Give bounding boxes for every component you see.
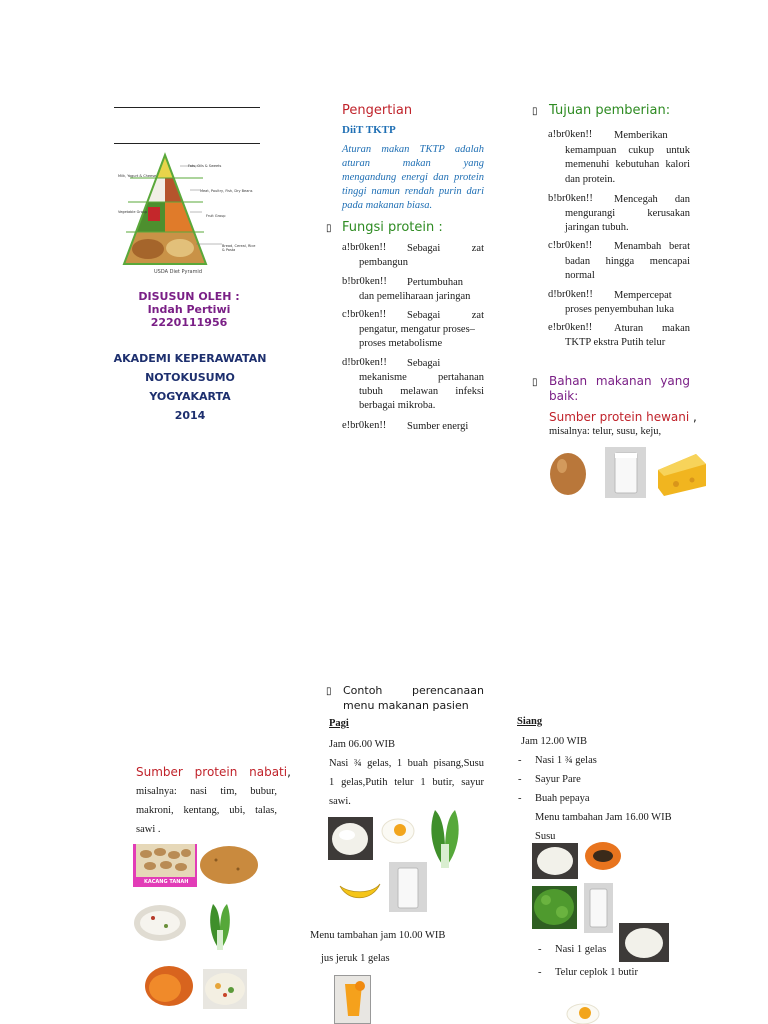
dash: -	[518, 793, 522, 804]
siang-item: Buah pepaya	[535, 793, 590, 804]
siang-item: Nasi 1 ¾ gelas	[535, 755, 597, 766]
pengertian-line: aturan makan yang	[342, 158, 484, 169]
tujuan-item-text: normal	[565, 270, 595, 281]
fungsi-item-text: dan pemeliharaan jaringan	[359, 291, 471, 302]
pengertian-line: pada makanan biasa.	[342, 200, 433, 211]
malam-item: Telur ceplok 1 butir	[555, 967, 638, 978]
hewani-heading	[549, 408, 697, 426]
dash: -	[538, 967, 542, 978]
fungsi-item-text: Sumber energi	[407, 421, 469, 432]
tambahan-pagi: Menu tambahan jam 10.00 WIB	[310, 930, 446, 941]
name-line-1	[114, 107, 260, 108]
fungsi-item-text: Sebagai	[407, 358, 441, 369]
tujuan-item-text: Mencegah dan	[614, 194, 690, 205]
dash: -	[518, 755, 522, 766]
siang-label: Siang	[517, 716, 543, 727]
fungsi-item-text: berbagai mikroba.	[359, 400, 436, 411]
nabati-line: makroni, kentang, ubi, talas,	[136, 805, 277, 816]
pengertian-line: Aturan makan TKTP adalah	[342, 144, 484, 155]
orange-juice-image	[334, 975, 371, 1024]
student-number: 2220111956	[150, 316, 228, 329]
contoh-bullet: ▯	[326, 686, 332, 697]
porridge-image	[133, 903, 187, 943]
fungsi-item-text: Sebagai zat	[407, 243, 484, 254]
tujuan-item-text: dan protein.	[565, 174, 616, 185]
tujuan-item-label: a!br0ken!!	[548, 129, 593, 140]
fungsi-item-label: b!br0ken!!	[342, 276, 387, 287]
fungsi-item-label: e!br0ken!!	[342, 420, 387, 431]
institution-line-1: AKADEMI KEPERAWATAN	[113, 352, 267, 365]
nabati-line: misalnya: nasi tim, bubur,	[136, 786, 277, 797]
fungsi-item-text: pengatur, mengatur proses–	[359, 324, 475, 335]
jus-jeruk: jus jeruk 1 gelas	[321, 953, 390, 964]
fried-egg-image	[381, 817, 416, 845]
fungsi-item-text: tubuh melawan infeksi	[359, 386, 484, 397]
tujuan-item-text: jaringan tubuh.	[565, 222, 629, 233]
fungsi-item-text: Sebagai zat	[407, 310, 484, 321]
contoh-heading-line-1: Contoh perencanaan	[343, 684, 484, 697]
milk-glass-image-3	[584, 883, 613, 933]
potato-image	[198, 843, 260, 887]
dash: -	[518, 774, 522, 785]
vegetable-soup-image	[203, 969, 247, 1009]
food-pyramid-image	[118, 152, 258, 285]
cheese-image	[656, 450, 708, 498]
pyramid-note: Bread, Cereal, Rice & Pasta	[222, 244, 256, 252]
institution-line-2: NOTOKUSUMO	[145, 371, 235, 384]
pyramid-caption: USDA Diet Pyramid	[154, 269, 202, 275]
bahan-bullet: ▯	[532, 377, 538, 388]
pagi-line: Nasi ¾ gelas, 1 buah pisang,Susu	[329, 758, 484, 769]
pengertian-line: mengandung energi dan protein	[342, 172, 484, 183]
fungsi-item-text: Pertumbuhan	[407, 277, 463, 288]
tujuan-bullet: ▯	[532, 106, 538, 117]
tujuan-item-label: d!br0ken!!	[548, 289, 593, 300]
fungsi-item-text: proses metabolisme	[359, 338, 443, 349]
pyramid-note: Fruit Group	[206, 214, 226, 218]
peanut-caption: KACANG TANAH	[144, 879, 189, 885]
fungsi-item-text: mekanisme pertahanan	[359, 372, 484, 383]
rice-image	[328, 817, 373, 860]
tujuan-item-text: mengurangi kerusakan	[565, 208, 690, 219]
pagi-time: Jam 06.00 WIB	[329, 739, 396, 750]
tambahan-sore-susu: Susu	[535, 831, 556, 842]
name-line-2	[114, 143, 260, 144]
pyramid-note: Milk, Yogurt & Cheese	[118, 174, 157, 178]
disusun-label: DISUSUN OLEH :	[138, 290, 240, 303]
bok-choy-image	[203, 900, 237, 952]
sweet-potato-image	[143, 964, 195, 1008]
tujuan-item-label: c!br0ken!!	[548, 240, 593, 251]
pagi-line: 1 gelas,Putih telur 1 butir, sayur	[329, 777, 484, 788]
tujuan-item-text: badan hingga mencapai	[565, 256, 690, 267]
banana-image	[338, 872, 382, 904]
nabati-line: sawi .	[136, 824, 161, 835]
institution-line-3: YOGYAKARTA	[149, 390, 231, 403]
pyramid-note: Meat, Poultry, Fish, Dry Beans	[200, 189, 253, 193]
fungsi-heading: Fungsi protein :	[342, 220, 443, 235]
hewani-text: misalnya: telur, susu, keju,	[549, 426, 662, 437]
fungsi-item-text: pembangun	[359, 257, 408, 268]
tujuan-item-label: e!br0ken!!	[548, 322, 593, 333]
year: 2014	[174, 409, 206, 422]
tujuan-item-text: TKTP ekstra Putih telur	[565, 337, 666, 348]
rice-image-3	[619, 923, 669, 962]
pare-vegetable-image	[532, 886, 577, 929]
author-name: Indah Pertiwi	[147, 303, 231, 316]
egg-image	[548, 450, 588, 498]
pagi-label: Pagi	[329, 718, 349, 729]
fungsi-bullet: ▯	[326, 223, 332, 234]
fungsi-item-label: a!br0ken!!	[342, 242, 387, 253]
nabati-heading	[136, 763, 291, 781]
diet-tktp-subtitle: DiiT TKTP	[342, 124, 396, 136]
hewani-comma: ,	[689, 410, 697, 424]
malam-item: Nasi 1 gelas	[555, 944, 607, 955]
tujuan-item-text: Aturan makan	[614, 323, 690, 334]
pengertian-line: tinggi namun rendah purin dari	[342, 186, 484, 197]
fried-egg-image-2	[565, 1001, 601, 1024]
bahan-heading-line-2: baik:	[549, 389, 579, 403]
milk-glass-image	[605, 447, 646, 498]
pengertian-heading: Pengertian	[342, 103, 413, 118]
bok-choy-image-2	[425, 806, 465, 871]
hewani-label: Sumber protein hewani	[549, 410, 690, 424]
dash: -	[538, 944, 542, 955]
pagi-line: sawi.	[329, 796, 351, 807]
rice-image-2	[532, 843, 578, 879]
tujuan-item-text: Memberikan	[614, 130, 668, 141]
peanut-image	[133, 844, 197, 887]
tujuan-heading: Tujuan pemberian:	[549, 103, 671, 118]
tujuan-item-text: Mempercepat	[614, 290, 672, 301]
pyramid-note: Fats, Oils & Sweets	[188, 164, 222, 168]
fungsi-item-label: c!br0ken!!	[342, 309, 387, 320]
nabati-label: Sumber protein nabati	[136, 765, 288, 779]
pyramid-note: Vegetable Group	[118, 210, 148, 214]
contoh-heading-line-2: menu makanan pasien	[343, 699, 469, 712]
tujuan-item-text: Menambah berat	[614, 241, 690, 252]
siang-time: Jam 12.00 WIB	[521, 736, 588, 747]
milk-glass-image-2	[389, 862, 427, 912]
fungsi-item-label: d!br0ken!!	[342, 357, 387, 368]
tambahan-sore: Menu tambahan Jam 16.00 WIB	[535, 812, 672, 823]
siang-item: Sayur Pare	[535, 774, 581, 785]
bahan-heading-line-1: Bahan makanan yang	[549, 374, 690, 388]
tujuan-item-text: proses penyembuhan luka	[565, 304, 675, 315]
tujuan-item-text: kemampuan cukup untuk	[565, 145, 690, 156]
tujuan-item-label: b!br0ken!!	[548, 193, 593, 204]
nabati-comma: ,	[287, 765, 291, 779]
tujuan-item-text: memenuhi kebutuhan kalori	[565, 159, 690, 170]
papaya-image	[584, 840, 623, 872]
